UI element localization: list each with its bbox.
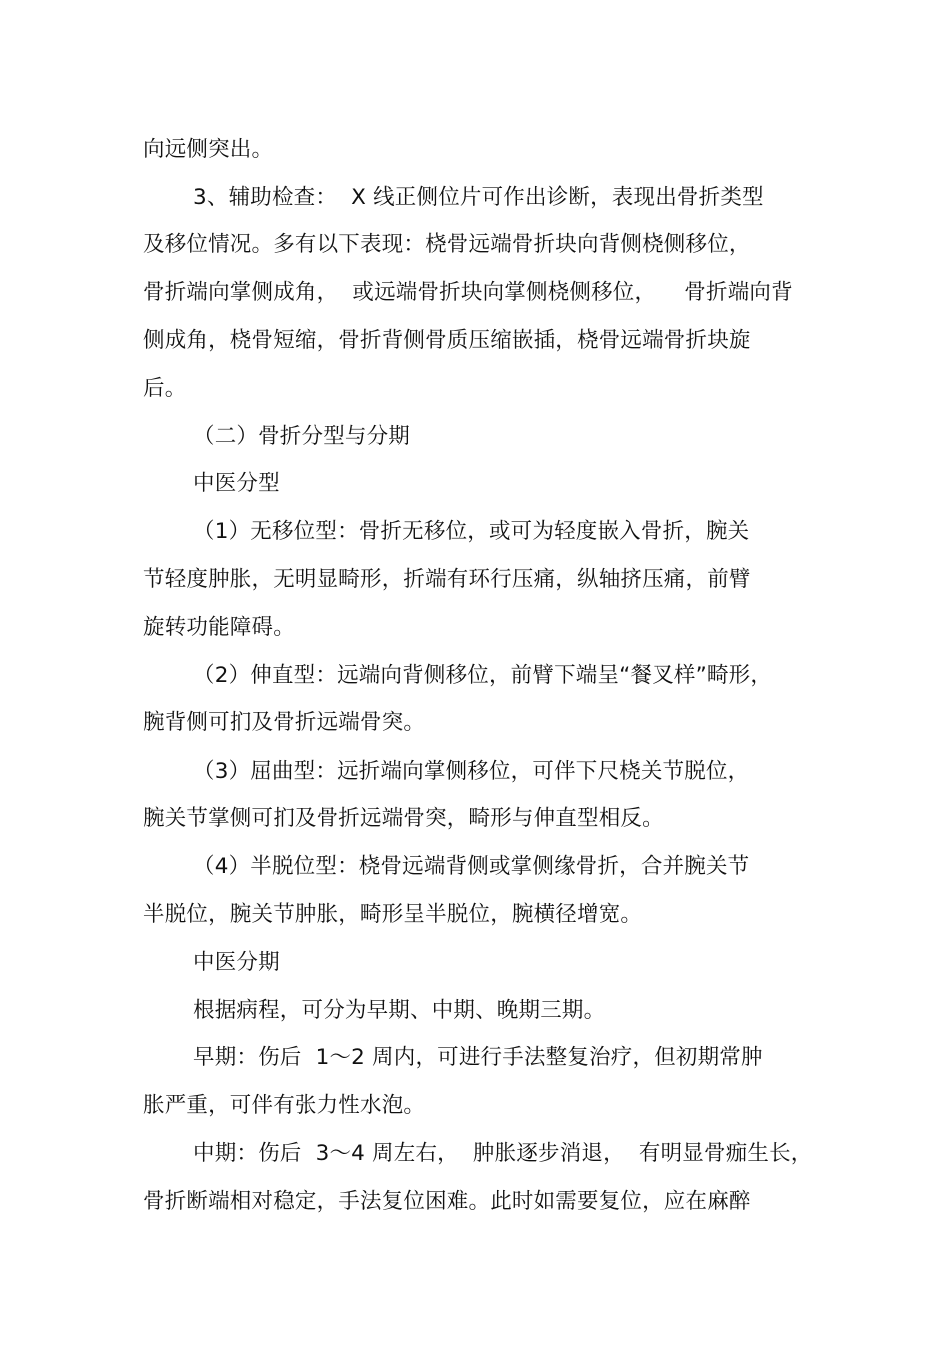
text-line: （2）伸直型：远端向背侧移位，前臂下端呈“餐叉样”畸形， — [193, 663, 773, 688]
text-line: 后。 — [143, 376, 187, 401]
text-line: 向远侧突出。 — [143, 137, 274, 162]
text-line: 腕关节掌侧可扪及骨折远端骨突，畸形与伸直型相反。 — [143, 806, 664, 831]
subsection-heading: 中医分期 — [193, 950, 280, 975]
text-line: （4）半脱位型：桡骨远端背侧或掌侧缘骨折，合并腕关节 — [193, 854, 750, 879]
text-line: 侧成角，桡骨短缩，骨折背侧骨质压缩嵌插，桡骨远端骨折块旋 — [143, 328, 751, 353]
text-line: 中期：伤后 3～4 周左右， 肿胀逐步消退， 有明显骨痂生长， — [193, 1141, 813, 1166]
text-line: 骨折断端相对稳定，手法复位困难。此时如需要复位，应在麻醉 — [143, 1189, 751, 1214]
text-line: 半脱位，腕关节肿胀，畸形呈半脱位，腕横径增宽。 — [143, 902, 643, 927]
section-heading: （二）骨折分型与分期 — [193, 424, 411, 449]
text-line: 骨折端向掌侧成角， 或远端骨折块向掌侧桡侧移位， 骨折端向背 — [143, 280, 793, 305]
text-line: 节轻度肿胀，无明显畸形，折端有环行压痛，纵轴挤压痛，前臂 — [143, 567, 751, 592]
text-line: 3、辅助检查： X 线正侧位片可作出诊断，表现出骨折类型 — [193, 185, 764, 210]
text-line: 根据病程，可分为早期、中期、晚期三期。 — [193, 998, 606, 1023]
text-line: 及移位情况。多有以下表现：桡骨远端骨折块向背侧桡侧移位， — [143, 232, 751, 257]
text-line: 早期：伤后 1～2 周内，可进行手法整复治疗，但初期常肿 — [193, 1045, 763, 1070]
text-line: 旋转功能障碍。 — [143, 615, 295, 640]
text-line: （3）屈曲型：远折端向掌侧移位，可伴下尺桡关节脱位， — [193, 759, 750, 784]
text-line: 胀严重，可伴有张力性水泡。 — [143, 1093, 426, 1118]
text-line: 腕背侧可扪及骨折远端骨突。 — [143, 710, 426, 735]
subsection-heading: 中医分型 — [193, 471, 280, 496]
text-line: （1）无移位型：骨折无移位，或可为轻度嵌入骨折，腕关 — [193, 519, 750, 544]
